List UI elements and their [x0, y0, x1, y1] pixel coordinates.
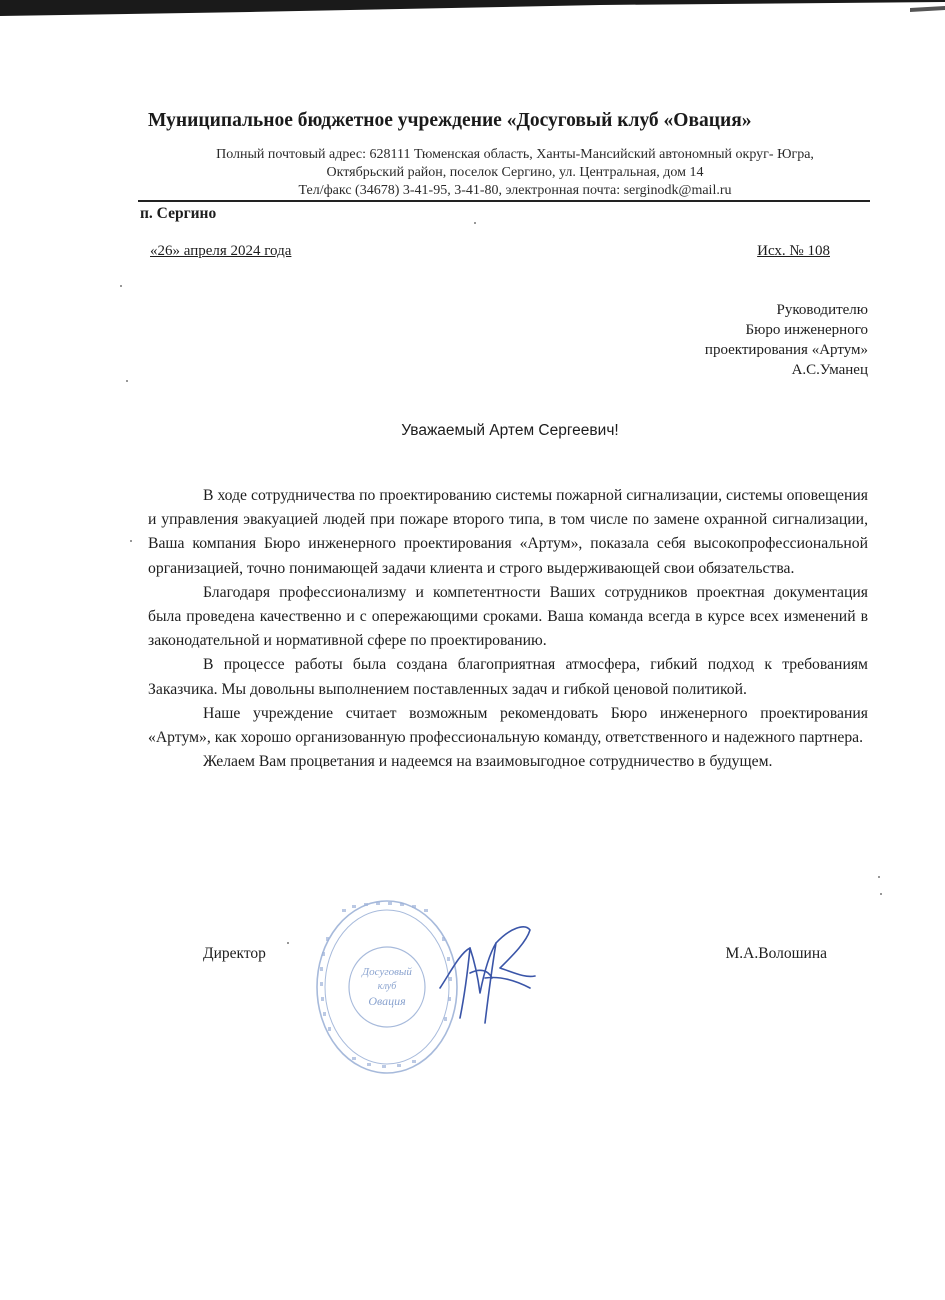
scan-speck — [130, 540, 132, 542]
letter-date: «26» апреля 2024 года — [150, 243, 292, 259]
organization-title: Муниципальное бюджетное учреждение «Досуговый клуб «Овация» — [148, 110, 752, 131]
address-line-2: Октябрьский район, поселок Сергино, ул. Центральная, дом 14 — [326, 165, 704, 180]
contacts-line: Тел/факс (34678) 3-41-95, 3-41-80, электронная почта: serginodk@mail.ru — [298, 183, 732, 198]
salutation: Уважаемый Артем Сергеевич! — [401, 422, 619, 439]
scan-speck — [880, 893, 882, 895]
handwritten-signature — [430, 918, 570, 1038]
addressee-line: Бюро инженерного — [745, 322, 868, 338]
signatory-title: Директор — [203, 945, 266, 962]
address-line-1: Полный почтовый адрес: 628111 Тюменская область, Ханты-Мансийский автономный округ- Югра, — [216, 147, 814, 162]
scan-speck — [126, 380, 128, 382]
scan-edge — [0, 0, 945, 22]
scan-speck — [120, 285, 122, 287]
body-paragraph: В процессе работы была создана благоприятная атмосфера, гибкий подход к требованиям Заказчика. Мы довольны выполнением поставленных задач и гибкой ценовой политикой. — [148, 656, 868, 698]
scan-speck — [878, 876, 880, 878]
addressee-line: Руководителю — [776, 302, 868, 318]
outgoing-number: Исх. № 108 — [757, 243, 830, 259]
addressee-block — [705, 300, 868, 380]
body-paragraph: Наше учреждение считает возможным рекомендовать Бюро инженерного проектирования «Артум», как хорошо организованную профессиональную команду, ответственного и надежного партнера. — [148, 704, 868, 747]
place-of-issue: п. Сергино — [140, 205, 217, 222]
organization-contacts — [150, 146, 880, 200]
body-paragraph: Желаем Вам процветания и надеемся на взаимовыгодное сотрудничество в будущем. — [203, 753, 773, 771]
addressee-line: А.С.Уманец — [791, 362, 868, 378]
letter-body — [148, 484, 868, 774]
header-divider — [138, 200, 870, 202]
scan-speck — [474, 222, 476, 224]
addressee-line: проектирования «Артум» — [704, 342, 868, 358]
stamp-text: клуб — [377, 981, 397, 992]
stamp-text: Досуговый — [362, 966, 412, 978]
scan-speck — [287, 942, 289, 944]
body-paragraph: Благодаря профессионализму и компетентности Ваших сотрудников проектная документация была проведена качественно и с опережающими сроками. Ваша команда всегда в курсе всех изменений в законодательной и нормативной сфере по проектированию. — [148, 583, 868, 650]
stamp-text: Овация — [368, 994, 406, 1008]
signatory-name: М.А.Волошина — [725, 945, 827, 962]
body-paragraph: В ходе сотрудничества по проектированию системы пожарной сигнализации, системы оповещения и управления эвакуацией людей при пожаре второго типа, в том числе по замене охранной сигнализации, Ваша компания Бюро инженерного проектирования «Артум», показала себя высокопрофессиональной организацией, точно понимающей задачи клиента и строго выдерживающей свои обязательства. — [148, 487, 868, 577]
